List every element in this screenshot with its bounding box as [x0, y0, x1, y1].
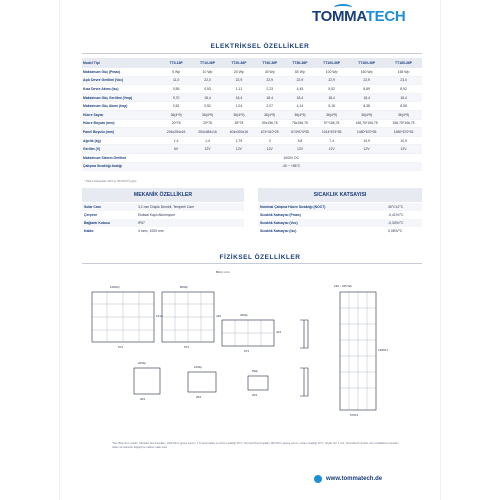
table-cell: 10 Wp [192, 68, 223, 76]
electrical-table-header [82, 58, 422, 68]
table-cell: 100 Wp [315, 68, 348, 76]
panel-5wp-outline [248, 376, 268, 390]
list-item [258, 227, 422, 235]
table-cell: 80 Wp [285, 68, 315, 76]
table-cell: 22,9 [255, 76, 285, 85]
table-cell: 156,75*156,75 [385, 119, 422, 128]
row-label: Hücre Boyutu (mm) [82, 119, 160, 128]
mechanical-label: Kablo [84, 229, 94, 233]
table-cell: 36(4*9) [160, 110, 191, 119]
mechanical-label: Çerçeve [84, 213, 98, 217]
table-cell: 22,0 [192, 76, 223, 85]
dim-410: 410 [216, 314, 222, 318]
list-item [258, 211, 422, 219]
temperature-title: SICAKLIK KATSAYISI [258, 188, 422, 202]
table-cell: 12V [285, 145, 315, 154]
table-cell: 0,52 [192, 102, 223, 111]
table-cell: 1,04 [223, 102, 254, 111]
table-cell: 9,70 [160, 93, 191, 102]
table-cell: 0,55 [160, 85, 191, 94]
table-cell: 36(4*9) [385, 110, 422, 119]
table-cell: 7,4 [315, 136, 348, 145]
table-row [82, 136, 422, 145]
table-cell: 8,89 [348, 85, 385, 94]
panel-100wp-grid [92, 292, 154, 342]
table-cell: 1480*670*35 [385, 128, 422, 137]
table-cell: 36(4*9) [348, 110, 385, 119]
header-model-7: TT160-36P [348, 58, 385, 68]
row-label: Hücre Sayısı [82, 110, 160, 119]
table-row [82, 76, 422, 85]
temperature-value: -0,41%/°C [388, 213, 404, 217]
panel-40wp-grid [222, 320, 274, 346]
table-cell: 23,0 [385, 76, 422, 85]
table-cell: -40 ~ +85°C [160, 162, 422, 171]
globe-icon [314, 475, 322, 483]
table-cell: 1,4 [160, 136, 191, 145]
table-cell: 10,9 [348, 136, 385, 145]
table-cell: 22,9 [285, 76, 315, 85]
header-model-2: TT10-36P [192, 58, 223, 68]
dimension-drawings [88, 268, 428, 426]
table-cell: 18,4 [385, 93, 422, 102]
temperature-value: 45°C±2°C [386, 203, 422, 211]
row-label: Maksimum Sistem Gerilimi [82, 153, 160, 162]
table-row [82, 93, 422, 102]
table-cell: 18,4 [192, 93, 223, 102]
table-cell: 2,23 [255, 85, 285, 94]
table-cell: 4,45 [285, 85, 315, 94]
list-item [82, 219, 244, 227]
table-row [82, 128, 422, 137]
table-cell: 8,38 [348, 102, 385, 111]
mechanical-title: MEKANİK ÖZELLİKLER [82, 188, 244, 202]
table-cell: 1014*674*35 [315, 128, 348, 137]
table-row [82, 102, 422, 111]
table-row [82, 145, 422, 154]
dim-674-a: 674 [118, 345, 124, 349]
electrical-table-body [82, 68, 422, 171]
table-cell: 5,18 [315, 102, 348, 111]
dimension-drawings-svg [88, 268, 428, 426]
dim-1014: 1014 [156, 314, 163, 318]
mechanical-value: 3,2 mm Düşük Demirli, Temperli Cam [136, 203, 244, 211]
table-cell: 1480*670*35 [348, 128, 385, 137]
dim-254: 254 [196, 395, 202, 399]
list-item [82, 227, 244, 235]
table-cell: 6V [160, 145, 191, 154]
row-label: Açık Devre Gerilimi (Voc) [82, 76, 160, 85]
table-cell: 1,75 [223, 136, 254, 145]
table-cell: 20*78 [160, 119, 191, 128]
brand-logo [312, 8, 405, 25]
table-cell: 4,14 [285, 102, 315, 111]
panel-160wp-grid [340, 292, 376, 410]
dim-674-b: 674 [184, 345, 190, 349]
table-row [82, 68, 422, 76]
header-model-1: TT5-18P [160, 58, 191, 68]
table-cell: 22,9 [348, 76, 385, 85]
system-row [82, 153, 422, 162]
table-cell: 204x254x16 [160, 128, 191, 137]
table-cell: 156,75*156,75 [348, 119, 385, 128]
table-cell: 39x156,75 [255, 119, 285, 128]
table-cell: 12V [255, 145, 285, 154]
row-label: Maksimum Güç Gerilimi (Vmp) [82, 93, 160, 102]
drawing-unit-label: Birim: mm [216, 270, 230, 274]
table-cell: 12V [192, 145, 223, 154]
table-cell: 5 Wp [160, 68, 191, 76]
table-cell: 78x156,75 [285, 119, 315, 128]
table-cell: 36(4*9) [285, 110, 315, 119]
temperature-label: Sıcaklık Katsayısı (Isc) [260, 229, 297, 233]
table-cell: 674*674*35 [285, 128, 315, 137]
list-item [258, 219, 422, 227]
table-cell: 1,11 [223, 85, 254, 94]
table-cell: 22,9 [315, 76, 348, 85]
list-item [82, 211, 244, 219]
table-cell: 254x384x16 [192, 128, 223, 137]
temperature-value: 0,06%/°C [388, 229, 403, 233]
temperature-value: -0,33%/°C [386, 219, 422, 227]
row-label: Kısa Devre Akımı (Isc) [82, 85, 160, 94]
mechanical-label: Bağlantı Kutusu [82, 219, 136, 227]
system-row [82, 162, 422, 171]
table-cell: 36(4*9) [255, 110, 285, 119]
website-link[interactable]: www.tommatech.de [326, 476, 383, 482]
table-cell: 1000V DC [160, 153, 422, 162]
table-cell: 36(4*9) [192, 110, 223, 119]
row-label: Gerilim (V) [82, 145, 160, 154]
bottom-disclaimer: *Not: Bilgi ürün verileri, Standart Test Koşulları: 1000 W/m² güneş ışınımı, 1,5 hava kütlesi ve hücre sıcaklığı 25°C. Nominal Test Koşulları: 800 W/m² güneş ışınımı, ortam sıcaklığı 20°C, rüzgâr hızı 1 m/s. TommaTech GmbH, ürün özelliklerini önceden haber vermeksizin değiştirme hakkını saklı tutar. [112, 442, 399, 449]
table-cell: 8,92 [385, 85, 422, 94]
header-model-5: TT80-36P [285, 58, 315, 68]
table-row [82, 85, 422, 94]
table-cell: 2,07 [255, 102, 285, 111]
temperature-label: Sıcaklık Katsayısı (Voc) [258, 219, 386, 227]
mechanical-value: IP67 [136, 219, 244, 227]
panel-80wp-grid [162, 292, 214, 342]
list-item [258, 203, 422, 211]
label-10wp: 10Wp [194, 365, 202, 369]
dim-304: 304 [140, 397, 146, 401]
dim-674-c: 674 [244, 349, 250, 353]
table-cell: 165 Wp [385, 68, 422, 76]
frame-profile-upper [300, 320, 308, 348]
electrical-title: ELEKTRİKSEL ÖZELLİKLER [210, 43, 310, 50]
physical-rule [82, 263, 422, 264]
mechanical-value: 4 mm², 1000 mm [137, 229, 164, 233]
table-cell: 20*78 [192, 119, 223, 128]
dim-670: 670±1 [350, 413, 359, 417]
table-cell: 10,9 [385, 136, 422, 145]
table-cell: 11,0 [160, 76, 191, 85]
table-cell: 12V [315, 145, 348, 154]
temperature-label: Sıcaklık Katsayısı (Pmax) [260, 213, 301, 217]
table-cell: 0,53 [192, 85, 223, 94]
header-model-4: TT40-36P [255, 58, 285, 68]
list-item [82, 203, 244, 211]
table-cell: 36(4*9) [223, 110, 254, 119]
brand-name-part1: TOMMA [312, 8, 366, 25]
table-cell: 5,8 [285, 136, 315, 145]
table-cell: 404x300x16 [223, 128, 254, 137]
table-cell: 97*156,75 [315, 119, 348, 128]
label-160wp: 160 - 165 Wp [334, 284, 353, 288]
table-cell: 22,9 [223, 76, 254, 85]
row-label: Çalışma Sıcaklığı Aralığı [82, 162, 160, 171]
header-model-3: TT20-36P [223, 58, 254, 68]
label-40wp: 40Wp [240, 313, 248, 317]
table-cell: 5,52 [315, 85, 348, 94]
electrical-table [82, 58, 422, 171]
table-cell: 18,4 [348, 93, 385, 102]
table-cell: 18,4 [255, 93, 285, 102]
row-label: Maksimum Güç (Pmax) [82, 68, 160, 76]
table-cell: 0,52 [160, 102, 191, 111]
table-cell: 1,4 [192, 136, 223, 145]
table-cell: 39*78 [223, 119, 254, 128]
brand-name-part2: TECH [365, 8, 406, 25]
physical-title: FİZİKSEL ÖZELLİKLER [219, 254, 301, 261]
row-label: Panel Boyutu (mm) [82, 128, 160, 137]
header-model-type: Model Tipi [82, 58, 160, 68]
table-cell: 12V [385, 145, 422, 154]
table-cell: 160 Wp [348, 68, 385, 76]
table-cell: 12V [348, 145, 385, 154]
table-cell: 18,4 [315, 93, 348, 102]
table-cell: 8,58 [385, 102, 422, 111]
table-row [82, 119, 422, 128]
table-cell: 12V [223, 145, 254, 154]
table-row [82, 110, 422, 119]
dim-424: 424 [276, 330, 282, 334]
frame-profile-lower [300, 368, 308, 396]
table-cell: 18,4 [223, 93, 254, 102]
dim-1480: 1480±1 [378, 348, 388, 352]
row-label: Ağırlık (kg) [82, 136, 160, 145]
temperature-label: Nominal Çalışma Hücre Sıcaklığı (NOCT) [258, 203, 386, 211]
table-cell: 36(4*9) [315, 110, 348, 119]
mechanical-value: Eloksal Kaplı Alüminyum [137, 213, 176, 217]
table-cell: 3 [255, 136, 285, 145]
panel-20wp-outline [134, 368, 160, 394]
table-cell: 674*410*25 [255, 128, 285, 137]
header-model-6: TT100-36P [315, 58, 348, 68]
table-cell: 40 Wp [255, 68, 285, 76]
mechanical-label: Solar Cam [82, 203, 136, 211]
table-cell: 20 Wp [223, 68, 254, 76]
dim-204: 204 [252, 393, 258, 397]
electrical-footnote: * Ölçüm toleransları ±%3 ve %5 NOCT'a göre [84, 180, 137, 183]
mechanical-table [82, 203, 244, 235]
electrical-rule [82, 53, 422, 54]
temperature-table [258, 203, 422, 235]
label-80wp: 80Wp [180, 285, 188, 289]
row-label: Maksimum Güç Akımı (Imp) [82, 102, 160, 111]
label-100wp: 100Wp [110, 285, 120, 289]
table-cell: 18,4 [285, 93, 315, 102]
label-20wp: 20Wp [138, 361, 146, 365]
header-model-8: TT165-36P [385, 58, 422, 68]
label-5wp: 5Wp [252, 369, 259, 373]
panel-10wp-outline [188, 372, 216, 392]
